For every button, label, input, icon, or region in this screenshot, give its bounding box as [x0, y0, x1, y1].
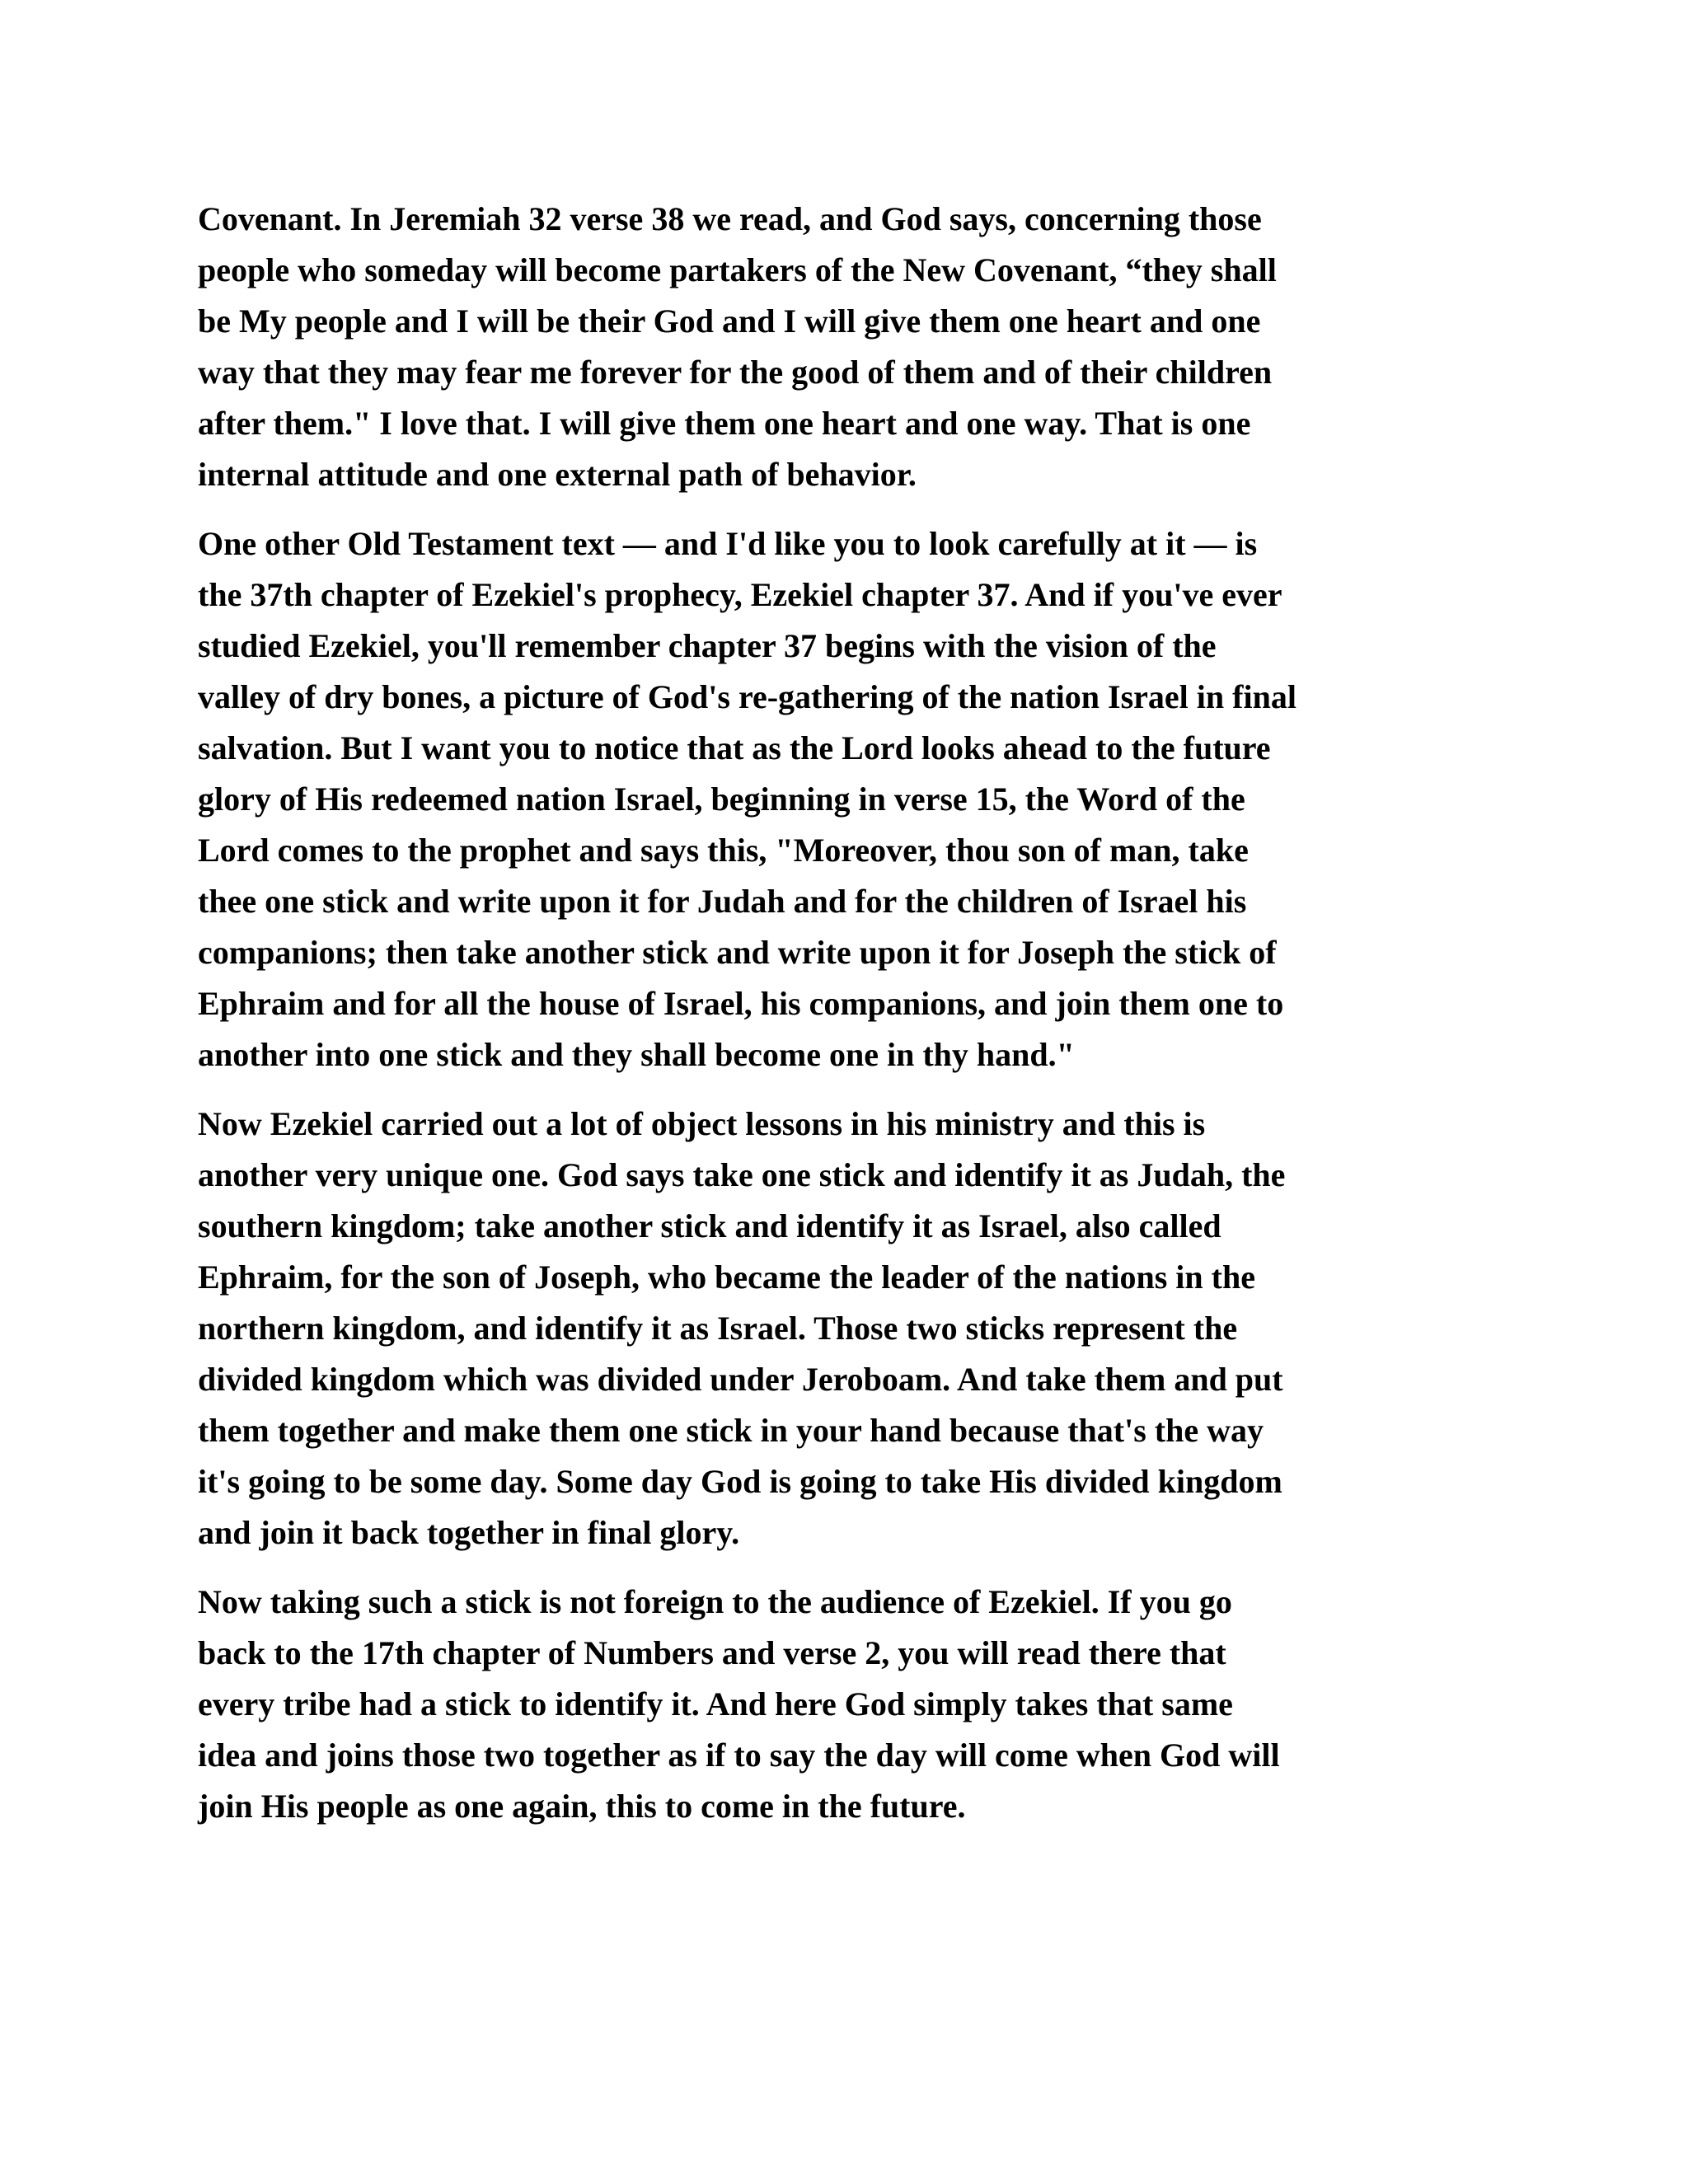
- text-line: another very unique one. God says take one stick and identify it as Judah, the: [198, 1156, 1286, 1193]
- paragraph-1: [198, 194, 1484, 500]
- text-line: after them." I love that. I will give them one heart and one way. That is one: [198, 405, 1251, 442]
- text-line: way that they may fear me forever for the good of them and of their children: [198, 354, 1273, 391]
- text-line: another into one stick and they shall become one in thy hand.": [198, 1036, 1075, 1073]
- text-line: valley of dry bones, a picture of God's re-gathering of the nation Israel in final: [198, 678, 1296, 715]
- text-line: the 37th chapter of Ezekiel's prophecy, Ezekiel chapter 37. And if you've ever: [198, 576, 1282, 613]
- text-line: divided kingdom which was divided under Jeroboam. And take them and put: [198, 1361, 1283, 1398]
- text-line: internal attitude and one external path of behavior.: [198, 456, 917, 493]
- text-line: northern kingdom, and identify it as Israel. Those two sticks represent the: [198, 1310, 1238, 1347]
- text-line: it's going to be some day. Some day God is going to take His divided kingdom: [198, 1463, 1282, 1500]
- text-line: Lord comes to the prophet and says this, "Moreover, thou son of man, take: [198, 832, 1249, 869]
- text-line: Ephraim, for the son of Joseph, who became the leader of the nations in the: [198, 1258, 1255, 1296]
- text-line: them together and make them one stick in your hand because that's the way: [198, 1412, 1264, 1449]
- text-line: Now taking such a stick is not foreign to the audience of Ezekiel. If you go: [198, 1583, 1232, 1620]
- paragraph-3: [198, 1099, 1484, 1558]
- text-line: southern kingdom; take another stick and identify it as Israel, also called: [198, 1207, 1221, 1244]
- text-line: Covenant. In Jeremiah 32 verse 38 we read, and God says, concerning those: [198, 200, 1262, 237]
- text-line: salvation. But I want you to notice that as the Lord looks ahead to the future: [198, 729, 1271, 766]
- document-body: [198, 194, 1484, 1850]
- text-line: studied Ezekiel, you'll remember chapter 37 begins with the vision of the: [198, 627, 1217, 664]
- text-line: idea and joins those two together as if to say the day will come when God will: [198, 1736, 1280, 1774]
- paragraph-4: [198, 1577, 1484, 1832]
- text-line: thee one stick and write upon it for Judah and for the children of Israel his: [198, 883, 1247, 920]
- text-line: glory of His redeemed nation Israel, beginning in verse 15, the Word of the: [198, 780, 1245, 818]
- text-line: every tribe had a stick to identify it. And here God simply takes that same: [198, 1685, 1233, 1722]
- text-line: back to the 17th chapter of Numbers and verse 2, you will read there that: [198, 1634, 1226, 1671]
- text-line: be My people and I will be their God and I will give them one heart and one: [198, 302, 1261, 340]
- text-line: One other Old Testament text — and I'd like you to look carefully at it — is: [198, 525, 1258, 562]
- text-line: people who someday will become partakers of the New Covenant, “they shall: [198, 251, 1277, 288]
- text-line: Now Ezekiel carried out a lot of object lessons in his ministry and this is: [198, 1105, 1206, 1142]
- text-line: companions; then take another stick and write upon it for Joseph the stick of: [198, 934, 1277, 971]
- text-line: and join it back together in final glory.: [198, 1514, 740, 1551]
- paragraph-2: [198, 518, 1484, 1080]
- text-line: join His people as one again, this to come in the future.: [198, 1788, 966, 1825]
- text-line: Ephraim and for all the house of Israel, his companions, and join them one to: [198, 985, 1284, 1022]
